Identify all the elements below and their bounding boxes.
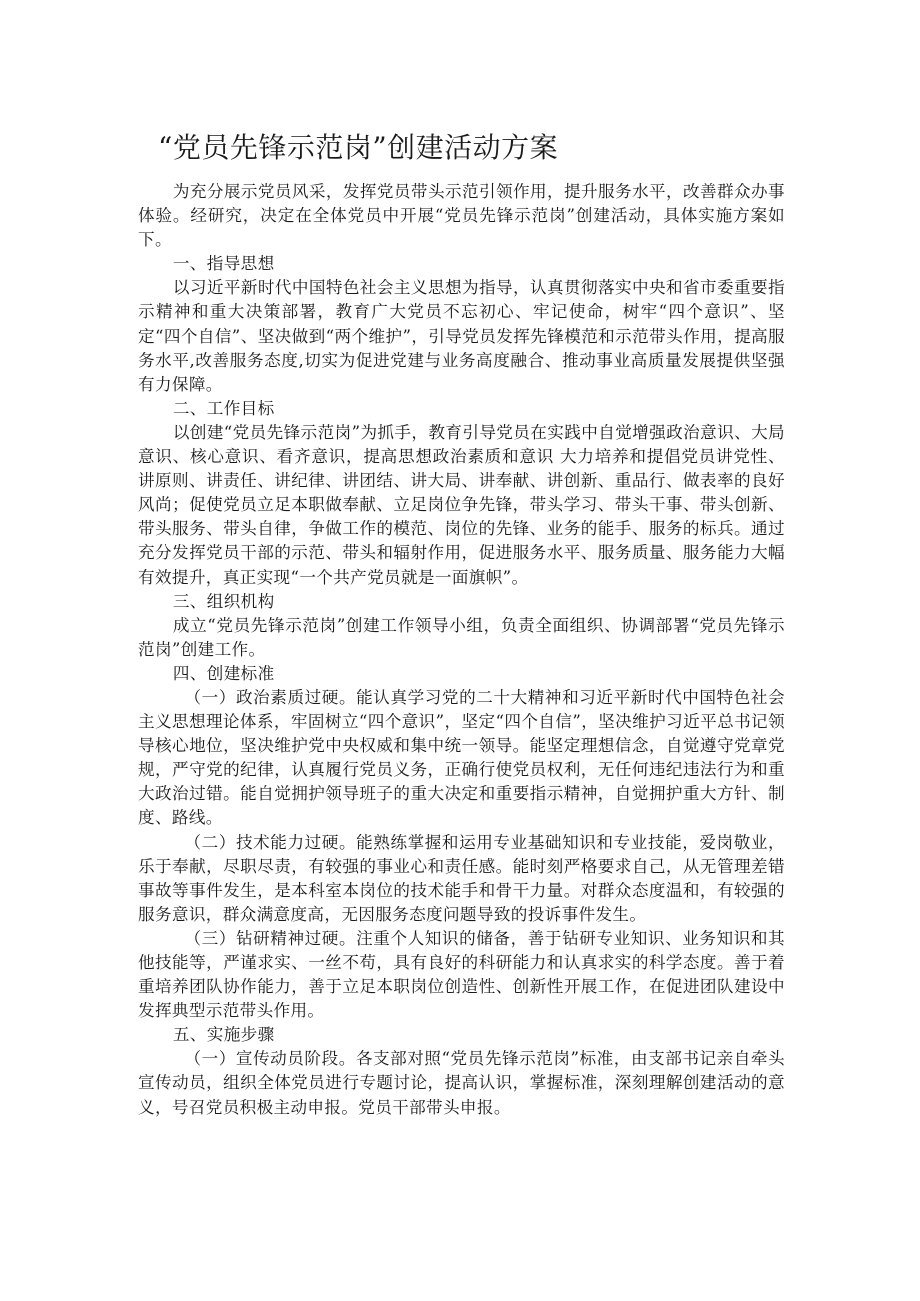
section-heading: 一、指导思想 <box>172 254 275 274</box>
subsection-paragraph: （二）技术能力过硬。能熟练掌握和运用专业基础知识和专业技能，爱岗敬业，乐于奉献，尽职尽责，有较强的事业心和责任感。能时刻严格要求自己，从无管理差错事故等事件发生，是本科室本岗位的技术能手和骨干力量。对群众态度温和，有较强的服务意识，群众满意度高，无因服务态度问题导致的投诉事件发生。 <box>138 832 785 924</box>
section-heading: 四、创建标准 <box>172 663 275 683</box>
subsection-paragraph: （一）政治素质过硬。能认真学习党的二十大精神和习近平新时代中国特色社会主义思想理论体系，牢固树立“四个意识”，坚定“四个自信”，坚决维护习近平总书记领导核心地位，坚决维护党中央权威和集中统一领导。能坚定理想信念，自觉遵守党章党规，严守党的纪律，认真履行党员义务，正确行使党员权利，无任何违纪违法行为和重大政治过错。能自觉拥护领导班子的重大决定和重要指示精神，自觉拥护重大方针、制度、路线。 <box>138 687 785 828</box>
subsection-paragraph: （三）钻研精神过硬。注重个人知识的储备，善于钻研专业知识、业务知识和其他技能等，严谨求实、一丝不苟，具有良好的科研能力和认真求实的科学态度。善于着重培养团队协作能力，善于立足本职岗位创造性、创新性开展工作，在促进团队建设中发挥典型示范带头作用。 <box>138 928 785 1021</box>
document-body <box>138 180 785 1120</box>
section-heading: 三、组织机构 <box>172 591 275 611</box>
section-heading: 二、工作目标 <box>172 398 275 418</box>
intro-paragraph: 为充分展示党员风采，发挥党员带头示范引领作用，提升服务水平，改善群众办事体验。经研究，决定在全体党员中开展“党员先锋示范岗”创建活动，具体实施方案如下。 <box>138 182 785 250</box>
subsection-paragraph: （一）宣传动员阶段。各支部对照“党员先锋示范岗”标准，由支部书记亲自牵头宣传动员，组织全体党员进行专题讨论，提高认识，掌握标准，深刻理解创建活动的意义，号召党员积极主动申报。党员干部带头申报。 <box>138 1049 785 1117</box>
body-paragraph: 以习近平新时代中国特色社会主义思想为指导，认真贯彻落实中央和省市委重要指示精神和重大决策部署，教育广大党员不忘初心、牢记使命，树牢“四个意识”、坚定“四个自信”、坚决做到“两个维护”，引导党员发挥先锋模范和示范带头作用，提高服务水平,改善服务态度,切实为促进党建与业务高度融合、推动事业高质量发展提供坚强有力保障。 <box>138 278 785 394</box>
body-paragraph: 以创建“党员先锋示范岗”为抓手，教育引导党员在实践中自觉增强政治意识、大局意识、核心意识、看齐意识，提高思想政治素质和意识 大力培养和提倡党员讲党性、讲原则、讲责任、讲纪律、讲团结、讲大局、讲奉献、讲创新、重品行、做表率的良好风尚；促使党员立足本职做奉献、立足岗位争先锋，带头学习、带头干事、带头创新、带头服务、带头自律，争做工作的模范、岗位的先锋、业务的能手、服务的标兵。通过充分发挥党员干部的示范、带头和辐射作用，促进服务水平、服务质量、服务能力大幅有效提升，真正实现“一个共产党员就是一面旗帜”。 <box>138 422 785 587</box>
body-paragraph: 成立“党员先锋示范岗”创建工作领导小组，负责全面组织、协调部署“党员先锋示范岗”创建工作。 <box>138 615 785 659</box>
document-title: “党员先锋示范岗”创建活动方案 <box>158 131 559 164</box>
section-heading: 五、实施步骤 <box>172 1025 275 1045</box>
